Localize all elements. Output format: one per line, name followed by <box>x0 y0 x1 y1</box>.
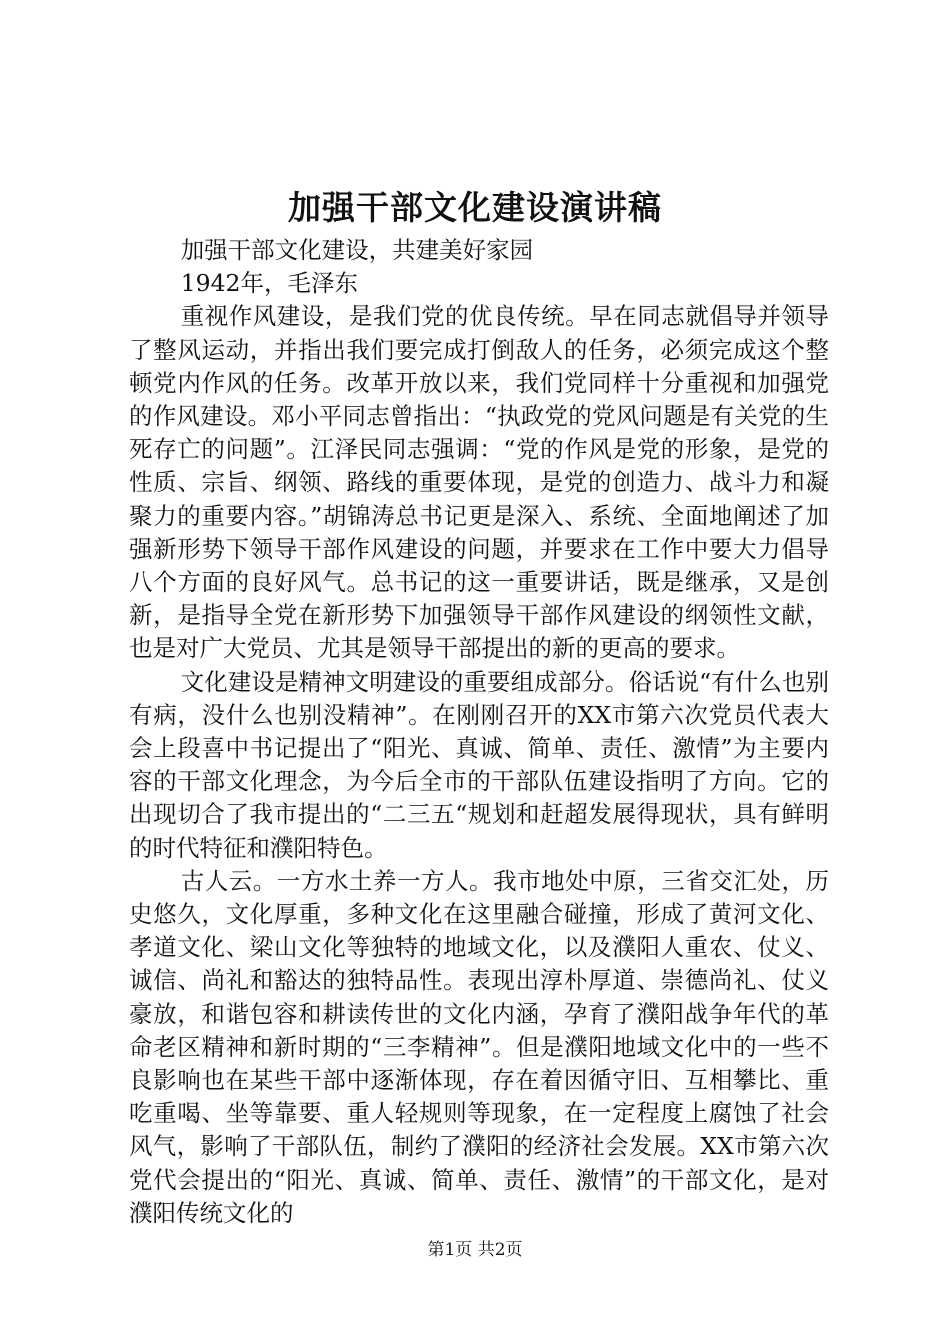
page-footer: 第1页 共2页 <box>427 1240 523 1260</box>
date-author-paragraph: 1942年，毛泽东 <box>180 269 358 298</box>
document-title: 加强干部文化建设演讲稿 <box>288 188 662 227</box>
body-paragraph-3: 古人云。一方水土养一方人。我市地处中原，三省交汇处，历史悠久，文化厚重，多种文化在这里融合碰撞，形成了黄河文化、孝道文化、梁山文化等独特的地域文化，以及濮阳人重农、仗义、诚信、尚礼和豁达的独特品性。表现出淳朴厚道、崇德尚礼、仗义豪放，和谐包容和耕读传世的文化内涵，孕育了濮阳战争年代的革命老区精神和新时期的“三李精神”。但是濮阳地域文化中的一些不良影响也在某些干部中逐渐体现，存在着因循守旧、互相攀比、重吃重喝、坐等靠要、重人轻规则等现象，在一定程度上腐蚀了社会风气，影响了干部队伍，制约了濮阳的经济社会发展。XX市第六次党代会提出的“阳光、真诚、简单、责任、激情”的干部文化，是对濮阳传统文化的 <box>129 866 829 1227</box>
document-body <box>129 210 829 1230</box>
body-paragraph-2: 文化建设是精神文明建设的重要组成部分。俗话说“有什么也别有病，没什么也别没精神”。在刚刚召开的XX市第六次党员代表大会上段喜中书记提出了“阳光、真诚、简单、责任、激情”为主要内容的干部文化理念，为今后全市的干部队伍建设指明了方向。它的出现切合了我市提出的“二三五“规划和赶超发展得现状，具有鲜明的时代特征和濮阳特色。 <box>129 667 829 862</box>
subtitle-paragraph: 加强干部文化建设，共建美好家园 <box>180 236 534 264</box>
body-paragraph-1: 重视作风建设，是我们党的优良传统。早在同志就倡导并领导了整风运动，并指出我们要完成打倒敌人的任务，必须完成这个整顿党内作风的任务。改革开放以来，我们党同样十分重视和加强党的作风建设。邓小平同志曾指出：“执政党的党风问题是有关党的生死存亡的问题”。江泽民同志强调：“党的作风是党的形象，是党的性质、宗旨、纲领、路线的重要体现，是党的创造力、战斗力和凝聚力的重要内容。”胡锦涛总书记更是深入、系统、全面地阐述了加强新形势下领导干部作风建设的问题，并要求在工作中要大力倡导八个方面的良好风气。总书记的这一重要讲话，既是继承，又是创新，是指导全党在新形势下加强领导干部作风建设的纲领性文献，也是对广大党员、尤其是领导干部提出的新的更高的要求。 <box>129 302 829 663</box>
